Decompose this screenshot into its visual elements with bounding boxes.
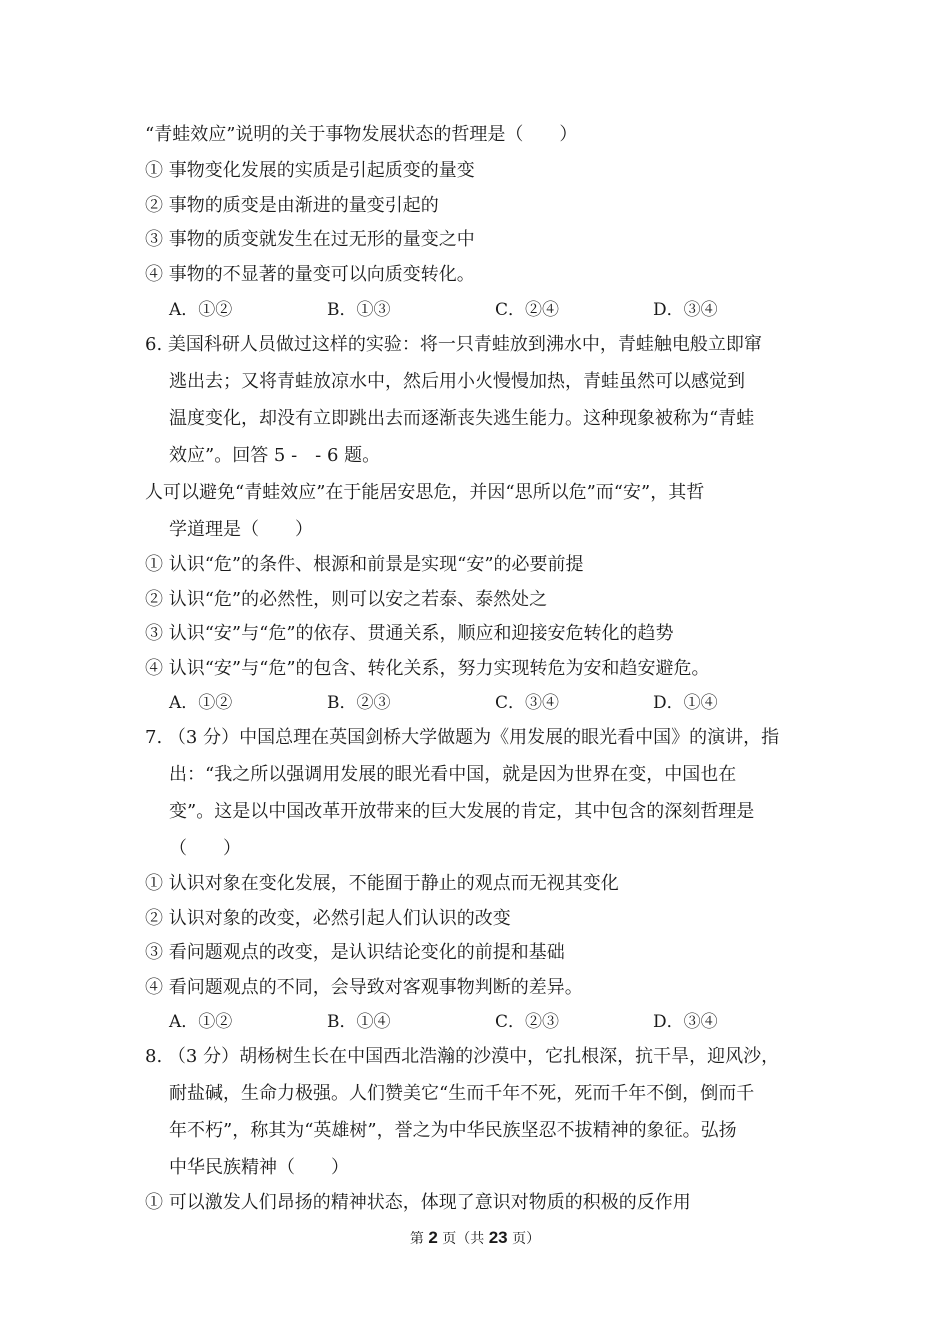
option-b[interactable]: B．①③ [327,300,391,320]
statement-3: ③ 事物的质变就发生在过无形的量变之中 [145,229,475,250]
option-b[interactable]: B．①④ [327,1012,391,1032]
question-6-line: 效应”。回答 5 - - 6 题。 [169,445,381,466]
statement-4: ④ 事物的不显著的量变可以向质变转化。 [145,264,475,285]
question-6-line: 6. 美国科研人员做过这样的实验：将一只青蛙放到沸水中，青蛙触电般立即窜 [145,334,762,355]
statement-2: ② 认识“危”的必然性，则可以安之若泰、泰然处之 [145,589,548,610]
answer-options [169,298,789,322]
question-8-line: 8. （3 分）胡杨树生长在中国西北浩瀚的沙漠中，它扎根深，抗干旱，迎风沙， [145,1046,780,1067]
statement-1: ① 认识对象在变化发展，不能囿于静止的观点而无视其变化 [145,873,619,894]
footer-middle: 页（共 [442,1231,485,1247]
option-d[interactable]: D．③④ [653,1012,718,1032]
page-footer [0,1228,950,1249]
option-c[interactable]: C．②③ [495,1012,560,1032]
footer-prefix: 第 [409,1231,424,1247]
statement-2: ② 事物的质变是由渐进的量变引起的 [145,195,439,216]
option-c[interactable]: C．②④ [495,300,560,320]
option-d[interactable]: D．③④ [653,300,718,320]
statement-1: ① 可以激发人们昂扬的精神状态，体现了意识对物质的积极的反作用 [145,1192,691,1213]
option-c[interactable]: C．③④ [495,693,560,713]
statement-3: ③ 看问题观点的改变，是认识结论变化的前提和基础 [145,942,565,963]
question-7-line: 出：“我之所以强调用发展的眼光看中国，就是因为世界在变，中国也在 [169,764,737,785]
question-8-line: 年不朽”，称其为“英雄树”，誉之为中华民族坚忍不拔精神的象征。弘扬 [169,1120,737,1141]
option-a[interactable]: A．①② [169,300,233,320]
option-a[interactable]: A．①② [169,1012,233,1032]
question-5-stem: “青蛙效应”说明的关于事物发展状态的哲理是（ ） [145,124,578,145]
statement-3: ③ 认识“安”与“危”的依存、贯通关系，顺应和迎接安危转化的趋势 [145,623,674,644]
statement-4: ④ 看问题观点的不同，会导致对客观事物判断的差异。 [145,977,583,998]
question-7-line: 变”。这是以中国改革开放带来的巨大发展的肯定，其中包含的深刻哲理是 [169,801,755,822]
question-7-line: 7. （3 分）中国总理在英国剑桥大学做题为《用发展的眼光看中国》的演讲，指 [145,727,780,748]
question-7-line: （ ） [169,838,241,859]
total-pages: 23 [488,1228,508,1247]
option-a[interactable]: A．①② [169,693,233,713]
answer-options [169,1010,789,1034]
question-6-stem: 人可以避免“青蛙效应”在于能居安思危，并因“思所以危”而“安”，其哲 [145,482,705,503]
question-6-line: 逃出去；又将青蛙放凉水中，然后用小火慢慢加热，青蛙虽然可以感觉到 [169,371,745,392]
option-d[interactable]: D．①④ [653,693,718,713]
question-6-stem: 学道理是（ ） [169,519,313,540]
statement-1: ① 认识“危”的条件、根源和前景是实现“安”的必要前提 [145,554,584,575]
footer-suffix: 页） [512,1231,541,1247]
question-6-line: 温度变化，却没有立即跳出去而逐渐丧失逃生能力。这种现象被称为“青蛙 [169,408,755,429]
question-8-line: 中华民族精神（ ） [169,1157,349,1178]
statement-1: ① 事物变化发展的实质是引起质变的量变 [145,160,475,181]
option-b[interactable]: B．②③ [327,693,391,713]
statement-2: ② 认识对象的改变，必然引起人们认识的改变 [145,908,511,929]
page-number: 2 [428,1228,438,1247]
answer-options [169,691,789,715]
statement-4: ④ 认识“安”与“危”的包含、转化关系，努力实现转危为安和趋安避危。 [145,658,710,679]
question-8-line: 耐盐碱，生命力极强。人们赞美它“生而千年不死，死而千年不倒，倒而千 [169,1083,755,1104]
